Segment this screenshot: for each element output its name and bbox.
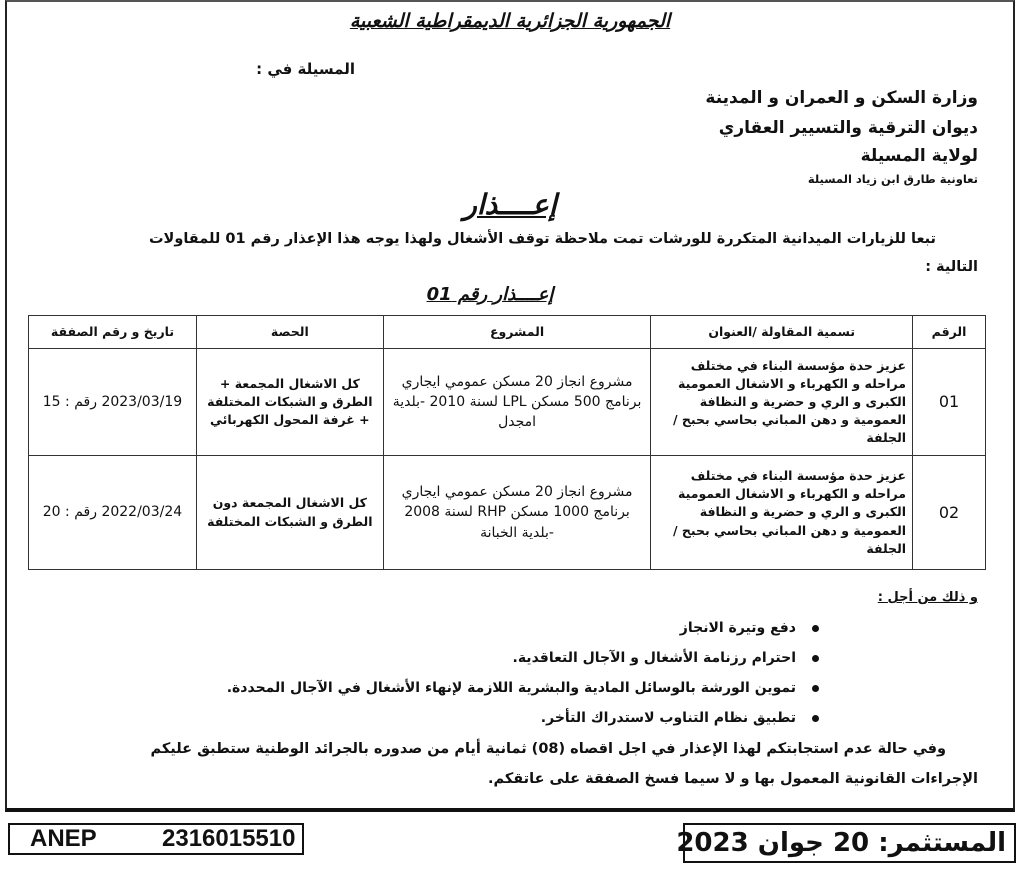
list-item-text: دفع وتيرة الانجاز <box>679 620 796 636</box>
row-share: كل الاشغال المجمعة + الطرق و الشبكات المختلفة + غرفة المحول الكهربائي <box>196 349 383 456</box>
intro-line-1: تبعا للزيارات الميدانية المتكررة للورشات تمت ملاحظة توقف الأشغال ولهذا يوجه هذا الإعذار رقم 01 للمقاولات <box>148 231 936 247</box>
notice-subtitle: إعــــذار رقم 01 <box>426 284 554 305</box>
table-row <box>29 349 986 456</box>
notice-title: إعــــذار <box>463 188 557 221</box>
purposes-list <box>227 620 819 740</box>
header-project: المشروع <box>383 316 651 349</box>
closing-line-2: الإجراءات القانونية المعمول بها و لا سيما فسخ الصفقة على عاتقكم. <box>487 771 978 787</box>
list-item-text: احترام رزنامة الأشغال و الآجال التعاقدية. <box>512 650 796 666</box>
header-num: الرقم <box>913 316 986 349</box>
list-item-text: تطبيق نظام التناوب لاستدراك التأخر. <box>540 710 796 726</box>
list-item-text: تموين الورشة بالوسائل المادية والبشرية اللازمة لإنهاء الأشغال في الآجال المحددة. <box>226 680 796 696</box>
bullet-icon <box>812 685 819 692</box>
row-num: 01 <box>913 349 986 456</box>
row-num: 02 <box>913 456 986 570</box>
anep-box <box>8 823 304 855</box>
anep-number: 2316015510 <box>162 825 296 852</box>
intro-line-2: التالية : <box>925 259 978 275</box>
contractors-table <box>28 315 986 570</box>
row-date: 2023/03/19 رقم : 15 <box>29 349 197 456</box>
anep-label: ANEP <box>30 825 97 852</box>
bullet-icon <box>812 625 819 632</box>
closing-line-1: وفي حالة عدم استجابتكم لهذا الإعذار في اجل اقصاه (08) ثمانية أيام من صدوره بالجرائد الوطنية ستطبق عليكم <box>150 741 946 757</box>
row-project: مشروع انجاز 20 مسكن عمومي ايجاري برنامج 1000 مسكن RHP لسنة 2008 -بلدية الخبانة <box>383 456 651 570</box>
purposes-lead: و ذلك من أجل : <box>877 590 978 605</box>
row-date: 2022/03/24 رقم : 20 <box>29 456 197 570</box>
publication-date: المستثمر: 20 جوان 2023 <box>683 823 1016 863</box>
row-project: مشروع انجاز 20 مسكن عمومي ايجاري برنامج 500 مسكن LPL لسنة 2010 -بلدية امجدل <box>383 349 651 456</box>
row-name: عزيز حدة مؤسسة البناء في مختلف مراحله و الكهرباء و الاشغال العمومية الكبرى و الري و حضرية و النظافة العمومية و دهن المباني بحاسي بحبح / الجلفة <box>651 349 913 456</box>
header-date: تاريخ و رقم الصفقة <box>29 316 197 349</box>
header-share: الحصة <box>196 316 383 349</box>
republic-heading: الجمهورية الجزائرية الديمقراطية الشعبية <box>349 10 671 32</box>
header-name: تسمية المقاولة /العنوان <box>651 316 913 349</box>
bullet-icon <box>812 715 819 722</box>
office-address: تعاونية طارق ابن زياد المسيلة <box>807 172 978 186</box>
place-date: المسيلة في : <box>256 60 355 78</box>
bullet-icon <box>812 655 819 662</box>
list-item <box>227 650 819 680</box>
table-row <box>29 456 986 570</box>
row-share: كل الاشغال المجمعة دون الطرق و الشبكات المختلفة <box>196 456 383 570</box>
ministry-name: وزارة السكن و العمران و المدينة <box>705 88 978 108</box>
list-item <box>227 620 819 650</box>
list-item <box>227 710 819 740</box>
wilaya-name: لولاية المسيلة <box>860 146 978 166</box>
table-header-row <box>29 316 986 349</box>
office-name: ديوان الترقية والتسيير العقاري <box>718 118 978 138</box>
list-item <box>227 680 819 710</box>
row-name: عزيز حدة مؤسسة البناء في مختلف مراحله و الكهرباء و الاشغال العمومية الكبرى و الري و حضرية و النظافة العمومية و دهن المباني بحاسي بحبح / الجلفة <box>651 456 913 570</box>
